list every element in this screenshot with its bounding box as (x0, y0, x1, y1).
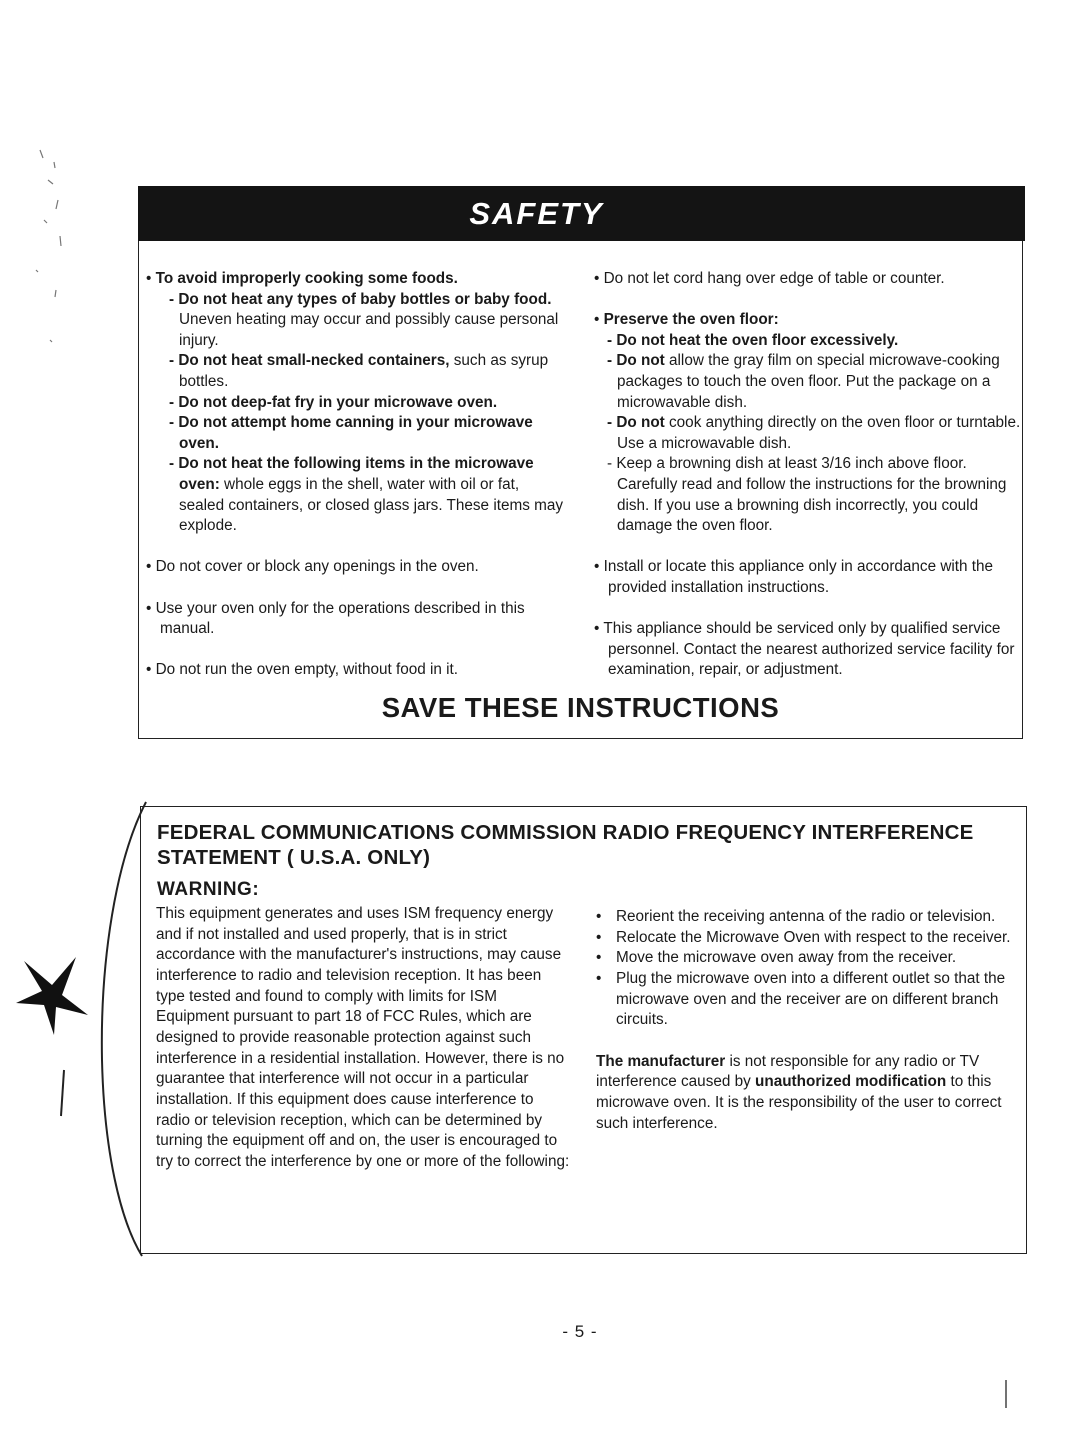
list-item: - Do not heat any types of baby bottles or baby food. Uneven heating may occur and possibly cause personal injury. (169, 290, 559, 349)
margin-tick-icon (1002, 1378, 1010, 1410)
warning-text: This equipment generates and uses ISM frequency energy and if not installed and used properly, that is in strict accordance with the manufacturer's instructions, may cause interference to radio and television reception. It has been type tested and found to comply with limits for ISM Equipment pursuant to part 18 of FCC Rules, which are designed to provide reasonable protection against such interference in a residential installation. However, there is no guarantee that interference will not occur in a particular installation. If this equipment does cause interference to radio or television reception, which can be determined by turning the equipment off and on, the user is encouraged to try to correct the interference by one or more of the following: (156, 905, 570, 1170)
warning-label: WARNING: (157, 879, 260, 900)
improper-cooking-section (146, 269, 566, 537)
margin-tick-icon (58, 1068, 68, 1118)
list-item: - Do not attempt home canning in your microwave oven. (169, 414, 533, 452)
intro-text: To avoid improperly cooking some foods. (155, 270, 458, 287)
list-item: - Do not allow the gray film on special microwave-cooking packages to touch the oven floor. Put the package on a microwavable dish. (607, 352, 1000, 411)
list-item: • Install or locate this appliance only in accordance with the provided installation instructions. (594, 558, 994, 596)
margin-specks-icon (0, 140, 70, 380)
save-instructions-title: SAVE THESE INSTRUCTIONS (381, 692, 780, 723)
fcc-title: FEDERAL COMMUNICATIONS COMMISSION RADIO FREQUENCY INTERFERENCE STATEMENT ( U.S.A. ONLY) (157, 821, 974, 869)
list-item: • Move the microwave oven away from the receiver. (596, 948, 1016, 969)
bracket-mark-icon (98, 800, 148, 1260)
list-item: • Plug the microwave oven into a different outlet so that the microwave oven and the receiver are on different branch circuits. (596, 969, 1016, 1031)
safety-left-column (146, 269, 566, 701)
list-item: • Use your oven only for the operations described in this manual. (146, 599, 525, 638)
list-item: - Do not cook anything directly on the oven floor or turntable. Use a microwavable dish. (607, 414, 1021, 452)
safety-banner (138, 186, 1025, 241)
preserve-floor-section (594, 310, 1022, 537)
manufacturer-statement: The manufacturer is not responsible for any radio or TV interference caused by unauthorized modification to this microwave oven. It is the responsibility of the user to correct such interference. (596, 1052, 1002, 1132)
list-item: - Do not deep-fat fry in your microwave oven. (169, 393, 498, 411)
list-item: • To avoid improperly cooking some foods. (146, 270, 458, 287)
list-item: • Preserve the oven floor: (594, 311, 779, 329)
list-item: • This appliance should be serviced only by qualified service personnel. Contact the nearest authorized service facility for examination, repair, or adjustment. (594, 620, 1015, 679)
list-item: • Relocate the Microwave Oven with respect to the receiver. (596, 928, 1016, 949)
list-item: - Do not heat the oven floor excessively. (607, 331, 899, 349)
page-number: - 5 - (562, 1322, 598, 1341)
list-item: - Keep a browning dish at least 3/16 inch above floor. Carefully read and follow the instructions for the browning dish. If you use a browning dish incorrectly, you could damage the oven floor. (607, 455, 1007, 535)
list-item: - Do not heat small-necked containers, such as syrup bottles. (169, 352, 549, 390)
list-item: • Do not cover or block any openings in the oven. (146, 558, 479, 576)
remedies-list (596, 907, 1016, 1031)
safety-title: SAFETY (469, 195, 604, 231)
safety-right-column (594, 269, 1022, 701)
list-item: • Do not let cord hang over edge of table or counter. (594, 270, 945, 287)
list-item: • Reorient the receiving antenna of the radio or television. (596, 907, 1016, 928)
list-item: • Do not run the oven empty, without food in it. (146, 661, 459, 679)
star-mark-icon (14, 955, 90, 1037)
list-item: - Do not heat the following items in the microwave oven: whole eggs in the shell, water with oil or fat, sealed containers, or closed glass jars. These items may explode. (169, 455, 564, 535)
fcc-right-column (596, 907, 1016, 1134)
